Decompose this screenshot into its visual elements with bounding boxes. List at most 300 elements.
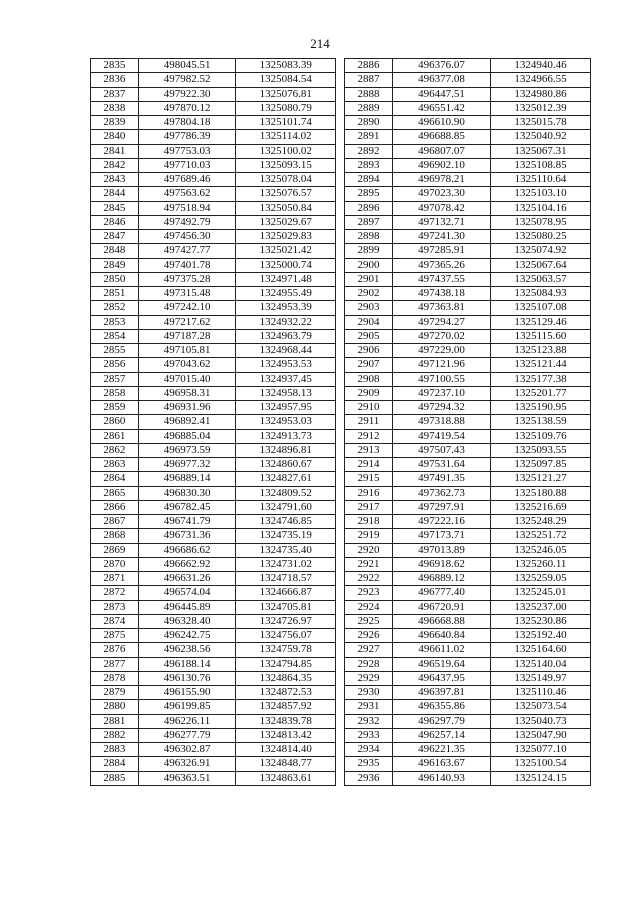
- table-row: [345, 443, 591, 457]
- point-number-cell: 2911: [345, 415, 393, 429]
- table-row: [345, 158, 591, 172]
- table-row: [345, 557, 591, 571]
- y-coordinate-cell: 1325000.74: [236, 258, 336, 272]
- table-row: [345, 600, 591, 614]
- x-coordinate-cell: 497804.18: [138, 116, 236, 130]
- y-coordinate-cell: 1325129.46: [491, 315, 591, 329]
- y-coordinate-cell: 1325076.57: [236, 187, 336, 201]
- point-number-cell: 2889: [345, 101, 393, 115]
- x-coordinate-cell: 496363.51: [138, 771, 236, 785]
- point-number-cell: 2866: [91, 500, 139, 514]
- point-number-cell: 2904: [345, 315, 393, 329]
- point-number-cell: 2926: [345, 629, 393, 643]
- y-coordinate-cell: 1324940.46: [491, 59, 591, 73]
- table-row: [91, 557, 336, 571]
- x-coordinate-cell: 497518.94: [138, 201, 236, 215]
- table-row: [345, 87, 591, 101]
- y-coordinate-cell: 1325084.54: [236, 73, 336, 87]
- y-coordinate-cell: 1325080.25: [491, 230, 591, 244]
- table-row: [91, 101, 336, 115]
- y-coordinate-cell: 1324932.22: [236, 315, 336, 329]
- table-row: [345, 614, 591, 628]
- table-row: [345, 529, 591, 543]
- y-coordinate-cell: 1324746.85: [236, 515, 336, 529]
- x-coordinate-cell: 497365.26: [393, 258, 491, 272]
- point-number-cell: 2854: [91, 329, 139, 343]
- y-coordinate-cell: 1325067.64: [491, 258, 591, 272]
- table-row: [345, 215, 591, 229]
- x-coordinate-cell: 496376.07: [393, 59, 491, 73]
- point-number-cell: 2933: [345, 728, 393, 742]
- point-number-cell: 2936: [345, 771, 393, 785]
- table-row: [345, 329, 591, 343]
- y-coordinate-cell: 1325140.04: [491, 657, 591, 671]
- y-coordinate-cell: 1324814.40: [236, 743, 336, 757]
- point-number-cell: 2917: [345, 500, 393, 514]
- point-number-cell: 2898: [345, 230, 393, 244]
- table-row: [91, 572, 336, 586]
- table-row: [345, 59, 591, 73]
- table-row: [91, 329, 336, 343]
- x-coordinate-cell: 497563.62: [138, 187, 236, 201]
- x-coordinate-cell: 497427.77: [138, 244, 236, 258]
- y-coordinate-cell: 1324937.45: [236, 372, 336, 386]
- x-coordinate-cell: 496931.96: [138, 401, 236, 415]
- y-coordinate-cell: 1325093.15: [236, 158, 336, 172]
- x-coordinate-cell: 496328.40: [138, 614, 236, 628]
- table-row: [345, 344, 591, 358]
- x-coordinate-cell: 496889.14: [138, 472, 236, 486]
- y-coordinate-cell: 1325074.92: [491, 244, 591, 258]
- y-coordinate-cell: 1324963.79: [236, 329, 336, 343]
- point-number-cell: 2839: [91, 116, 139, 130]
- x-coordinate-cell: 497870.12: [138, 101, 236, 115]
- x-coordinate-cell: 496226.11: [138, 714, 236, 728]
- x-coordinate-cell: 497121.96: [393, 358, 491, 372]
- point-number-cell: 2930: [345, 686, 393, 700]
- table-row: [345, 230, 591, 244]
- table-row: [345, 315, 591, 329]
- y-coordinate-cell: 1325260.11: [491, 557, 591, 571]
- y-coordinate-cell: 1325097.85: [491, 458, 591, 472]
- table-row: [345, 415, 591, 429]
- point-number-cell: 2890: [345, 116, 393, 130]
- y-coordinate-cell: 1325100.54: [491, 757, 591, 771]
- y-coordinate-cell: 1325180.88: [491, 486, 591, 500]
- y-coordinate-cell: 1325216.69: [491, 500, 591, 514]
- y-coordinate-cell: 1324735.40: [236, 543, 336, 557]
- table-row: [91, 757, 336, 771]
- y-coordinate-cell: 1324863.61: [236, 771, 336, 785]
- x-coordinate-cell: 497043.62: [138, 358, 236, 372]
- y-coordinate-cell: 1325230.86: [491, 614, 591, 628]
- page-number: 214: [310, 36, 330, 51]
- table-row: [91, 415, 336, 429]
- table-row: [345, 458, 591, 472]
- table-row: [91, 657, 336, 671]
- y-coordinate-cell: 1325029.83: [236, 230, 336, 244]
- y-coordinate-cell: 1325093.55: [491, 443, 591, 457]
- table-row: [345, 116, 591, 130]
- table-row: [91, 771, 336, 785]
- table-row: [345, 686, 591, 700]
- y-coordinate-cell: 1325115.60: [491, 329, 591, 343]
- y-coordinate-cell: 1325080.79: [236, 101, 336, 115]
- point-number-cell: 2844: [91, 187, 139, 201]
- table-row: [91, 201, 336, 215]
- x-coordinate-cell: 497922.30: [138, 87, 236, 101]
- x-coordinate-cell: 497531.64: [393, 458, 491, 472]
- x-coordinate-cell: 498045.51: [138, 59, 236, 73]
- x-coordinate-cell: 496445.89: [138, 600, 236, 614]
- y-coordinate-cell: 1324756.07: [236, 629, 336, 643]
- x-coordinate-cell: 497689.46: [138, 173, 236, 187]
- x-coordinate-cell: 497375.28: [138, 272, 236, 286]
- table-row: [345, 144, 591, 158]
- point-number-cell: 2925: [345, 614, 393, 628]
- table-row: [345, 500, 591, 514]
- table-row: [345, 130, 591, 144]
- point-number-cell: 2855: [91, 344, 139, 358]
- point-number-cell: 2900: [345, 258, 393, 272]
- point-number-cell: 2907: [345, 358, 393, 372]
- table-row: [91, 59, 336, 73]
- point-number-cell: 2888: [345, 87, 393, 101]
- point-number-cell: 2935: [345, 757, 393, 771]
- y-coordinate-cell: 1324957.95: [236, 401, 336, 415]
- point-number-cell: 2870: [91, 557, 139, 571]
- table-row: [345, 173, 591, 187]
- x-coordinate-cell: 496688.85: [393, 130, 491, 144]
- point-number-cell: 2891: [345, 130, 393, 144]
- table-row: [91, 401, 336, 415]
- x-coordinate-cell: 497013.89: [393, 543, 491, 557]
- point-number-cell: 2842: [91, 158, 139, 172]
- y-coordinate-cell: 1325124.15: [491, 771, 591, 785]
- x-coordinate-cell: 496741.79: [138, 515, 236, 529]
- y-coordinate-cell: 1324735.19: [236, 529, 336, 543]
- point-number-cell: 2928: [345, 657, 393, 671]
- table-row: [91, 429, 336, 443]
- x-coordinate-cell: 497318.88: [393, 415, 491, 429]
- y-coordinate-cell: 1325251.72: [491, 529, 591, 543]
- point-number-cell: 2899: [345, 244, 393, 258]
- point-number-cell: 2862: [91, 443, 139, 457]
- table-row: [345, 657, 591, 671]
- x-coordinate-cell: 496355.86: [393, 700, 491, 714]
- x-coordinate-cell: 496889.12: [393, 572, 491, 586]
- x-coordinate-cell: 497132.71: [393, 215, 491, 229]
- y-coordinate-cell: 1325029.67: [236, 215, 336, 229]
- table-row: [91, 629, 336, 643]
- x-coordinate-cell: 497237.10: [393, 386, 491, 400]
- x-coordinate-cell: 496978.21: [393, 173, 491, 187]
- table-row: [345, 643, 591, 657]
- x-coordinate-cell: 496610.90: [393, 116, 491, 130]
- point-number-cell: 2846: [91, 215, 139, 229]
- y-coordinate-cell: 1324953.03: [236, 415, 336, 429]
- y-coordinate-cell: 1325259.05: [491, 572, 591, 586]
- point-number-cell: 2908: [345, 372, 393, 386]
- y-coordinate-cell: 1325190.95: [491, 401, 591, 415]
- table-row: [91, 272, 336, 286]
- table-row: [345, 301, 591, 315]
- table-row: [91, 643, 336, 657]
- table-row: [91, 515, 336, 529]
- x-coordinate-cell: 496188.14: [138, 657, 236, 671]
- point-number-cell: 2932: [345, 714, 393, 728]
- y-coordinate-cell: 1325040.92: [491, 130, 591, 144]
- y-coordinate-cell: 1325077.10: [491, 743, 591, 757]
- x-coordinate-cell: 496918.62: [393, 557, 491, 571]
- y-coordinate-cell: 1324759.78: [236, 643, 336, 657]
- y-coordinate-cell: 1325103.10: [491, 187, 591, 201]
- x-coordinate-cell: 496140.93: [393, 771, 491, 785]
- x-coordinate-cell: 497187.28: [138, 329, 236, 343]
- table-row: [91, 230, 336, 244]
- x-coordinate-cell: 496782.45: [138, 500, 236, 514]
- point-number-cell: 2920: [345, 543, 393, 557]
- x-coordinate-cell: 496662.92: [138, 557, 236, 571]
- y-coordinate-cell: 1325073.54: [491, 700, 591, 714]
- point-number-cell: 2921: [345, 557, 393, 571]
- point-number-cell: 2912: [345, 429, 393, 443]
- y-coordinate-cell: 1325149.97: [491, 671, 591, 685]
- table-row: [345, 287, 591, 301]
- x-coordinate-cell: 497315.48: [138, 287, 236, 301]
- x-coordinate-cell: 497456.30: [138, 230, 236, 244]
- point-number-cell: 2906: [345, 344, 393, 358]
- table-row: [91, 743, 336, 757]
- point-number-cell: 2909: [345, 386, 393, 400]
- table-row: [345, 543, 591, 557]
- y-coordinate-cell: 1324860.67: [236, 458, 336, 472]
- table-row: [345, 386, 591, 400]
- x-coordinate-cell: 496885.04: [138, 429, 236, 443]
- y-coordinate-cell: 1325012.39: [491, 101, 591, 115]
- x-coordinate-cell: 497241.30: [393, 230, 491, 244]
- y-coordinate-cell: 1324839.78: [236, 714, 336, 728]
- y-coordinate-cell: 1324955.49: [236, 287, 336, 301]
- x-coordinate-cell: 496447.51: [393, 87, 491, 101]
- table-row: [345, 187, 591, 201]
- y-coordinate-cell: 1324791.60: [236, 500, 336, 514]
- point-number-cell: 2849: [91, 258, 139, 272]
- x-coordinate-cell: 497105.81: [138, 344, 236, 358]
- y-coordinate-cell: 1324913.73: [236, 429, 336, 443]
- table-row: [91, 443, 336, 457]
- point-number-cell: 2840: [91, 130, 139, 144]
- y-coordinate-cell: 1324953.53: [236, 358, 336, 372]
- x-coordinate-cell: 496574.04: [138, 586, 236, 600]
- point-number-cell: 2923: [345, 586, 393, 600]
- point-number-cell: 2847: [91, 230, 139, 244]
- y-coordinate-cell: 1325121.27: [491, 472, 591, 486]
- point-number-cell: 2835: [91, 59, 139, 73]
- x-coordinate-cell: 497294.27: [393, 315, 491, 329]
- point-number-cell: 2914: [345, 458, 393, 472]
- table-row: [345, 358, 591, 372]
- y-coordinate-cell: 1325100.02: [236, 144, 336, 158]
- x-coordinate-cell: 496397.81: [393, 686, 491, 700]
- point-number-cell: 2850: [91, 272, 139, 286]
- table-row: [91, 315, 336, 329]
- point-number-cell: 2857: [91, 372, 139, 386]
- table-row: [345, 572, 591, 586]
- x-coordinate-cell: 497242.10: [138, 301, 236, 315]
- table-row: [345, 714, 591, 728]
- x-coordinate-cell: 497078.42: [393, 201, 491, 215]
- point-number-cell: 2876: [91, 643, 139, 657]
- point-number-cell: 2916: [345, 486, 393, 500]
- y-coordinate-cell: 1325076.81: [236, 87, 336, 101]
- x-coordinate-cell: 497401.78: [138, 258, 236, 272]
- table-row: [345, 201, 591, 215]
- table-row: [91, 543, 336, 557]
- x-coordinate-cell: 497786.39: [138, 130, 236, 144]
- x-coordinate-cell: 497710.03: [138, 158, 236, 172]
- y-coordinate-cell: 1325248.29: [491, 515, 591, 529]
- x-coordinate-cell: 496199.85: [138, 700, 236, 714]
- x-coordinate-cell: 496277.79: [138, 728, 236, 742]
- x-coordinate-cell: 496242.75: [138, 629, 236, 643]
- point-number-cell: 2865: [91, 486, 139, 500]
- point-number-cell: 2881: [91, 714, 139, 728]
- table-row: [91, 728, 336, 742]
- point-number-cell: 2922: [345, 572, 393, 586]
- x-coordinate-cell: 496163.67: [393, 757, 491, 771]
- y-coordinate-cell: 1325110.46: [491, 686, 591, 700]
- table-row: [91, 173, 336, 187]
- table-row: [91, 258, 336, 272]
- table-row: [91, 344, 336, 358]
- y-coordinate-cell: 1324966.55: [491, 73, 591, 87]
- y-coordinate-cell: 1325083.39: [236, 59, 336, 73]
- y-coordinate-cell: 1324718.57: [236, 572, 336, 586]
- table-row: [345, 372, 591, 386]
- table-row: [345, 728, 591, 742]
- y-coordinate-cell: 1325084.93: [491, 287, 591, 301]
- table-row: [91, 614, 336, 628]
- table-row: [345, 629, 591, 643]
- y-coordinate-cell: 1325245.01: [491, 586, 591, 600]
- y-coordinate-cell: 1325050.84: [236, 201, 336, 215]
- x-coordinate-cell: 497753.03: [138, 144, 236, 158]
- y-coordinate-cell: 1325021.42: [236, 244, 336, 258]
- point-number-cell: 2934: [345, 743, 393, 757]
- table-row: [91, 372, 336, 386]
- table-row: [91, 215, 336, 229]
- x-coordinate-cell: 497270.02: [393, 329, 491, 343]
- point-number-cell: 2902: [345, 287, 393, 301]
- y-coordinate-cell: 1325040.73: [491, 714, 591, 728]
- point-number-cell: 2883: [91, 743, 139, 757]
- x-coordinate-cell: 497015.40: [138, 372, 236, 386]
- table-row: [345, 515, 591, 529]
- x-coordinate-cell: 497229.00: [393, 344, 491, 358]
- x-coordinate-cell: 497491.35: [393, 472, 491, 486]
- x-coordinate-cell: 497222.16: [393, 515, 491, 529]
- table-row: [345, 429, 591, 443]
- y-coordinate-cell: 1324953.39: [236, 301, 336, 315]
- y-coordinate-cell: 1325015.78: [491, 116, 591, 130]
- x-coordinate-cell: 497419.54: [393, 429, 491, 443]
- point-number-cell: 2879: [91, 686, 139, 700]
- x-coordinate-cell: 496977.32: [138, 458, 236, 472]
- table-row: [345, 244, 591, 258]
- table-row: [91, 187, 336, 201]
- point-number-cell: 2887: [345, 73, 393, 87]
- y-coordinate-cell: 1325078.04: [236, 173, 336, 187]
- y-coordinate-cell: 1324971.48: [236, 272, 336, 286]
- table-row: [91, 671, 336, 685]
- point-number-cell: 2903: [345, 301, 393, 315]
- y-coordinate-cell: 1325114.02: [236, 130, 336, 144]
- point-number-cell: 2892: [345, 144, 393, 158]
- point-number-cell: 2858: [91, 386, 139, 400]
- coordinates-table-left-body: [91, 59, 336, 786]
- table-row: [91, 73, 336, 87]
- table-row: [345, 586, 591, 600]
- y-coordinate-cell: 1324864.35: [236, 671, 336, 685]
- y-coordinate-cell: 1325237.00: [491, 600, 591, 614]
- y-coordinate-cell: 1324857.92: [236, 700, 336, 714]
- table-row: [91, 472, 336, 486]
- y-coordinate-cell: 1324794.85: [236, 657, 336, 671]
- table-row: [91, 686, 336, 700]
- x-coordinate-cell: 496519.64: [393, 657, 491, 671]
- point-number-cell: 2897: [345, 215, 393, 229]
- x-coordinate-cell: 497173.71: [393, 529, 491, 543]
- point-number-cell: 2886: [345, 59, 393, 73]
- point-number-cell: 2852: [91, 301, 139, 315]
- x-coordinate-cell: 496973.59: [138, 443, 236, 457]
- point-number-cell: 2874: [91, 614, 139, 628]
- x-coordinate-cell: 497285.91: [393, 244, 491, 258]
- x-coordinate-cell: 497100.55: [393, 372, 491, 386]
- table-row: [91, 500, 336, 514]
- point-number-cell: 2878: [91, 671, 139, 685]
- point-number-cell: 2875: [91, 629, 139, 643]
- x-coordinate-cell: 496640.84: [393, 629, 491, 643]
- y-coordinate-cell: 1325104.16: [491, 201, 591, 215]
- x-coordinate-cell: 496611.02: [393, 643, 491, 657]
- table-row: [91, 529, 336, 543]
- x-coordinate-cell: 497363.81: [393, 301, 491, 315]
- x-coordinate-cell: 496668.88: [393, 614, 491, 628]
- x-coordinate-cell: 496631.26: [138, 572, 236, 586]
- point-number-cell: 2869: [91, 543, 139, 557]
- x-coordinate-cell: 496892.41: [138, 415, 236, 429]
- x-coordinate-cell: 496731.36: [138, 529, 236, 543]
- point-number-cell: 2841: [91, 144, 139, 158]
- point-number-cell: 2848: [91, 244, 139, 258]
- x-coordinate-cell: 497294.32: [393, 401, 491, 415]
- point-number-cell: 2880: [91, 700, 139, 714]
- y-coordinate-cell: 1325047.90: [491, 728, 591, 742]
- x-coordinate-cell: 496377.08: [393, 73, 491, 87]
- table-row: [345, 671, 591, 685]
- table-row: [345, 401, 591, 415]
- x-coordinate-cell: 496302.87: [138, 743, 236, 757]
- point-number-cell: 2918: [345, 515, 393, 529]
- y-coordinate-cell: 1325138.59: [491, 415, 591, 429]
- table-row: [91, 144, 336, 158]
- coordinates-table-right: [344, 58, 591, 786]
- point-number-cell: 2896: [345, 201, 393, 215]
- point-number-cell: 2872: [91, 586, 139, 600]
- y-coordinate-cell: 1324848.77: [236, 757, 336, 771]
